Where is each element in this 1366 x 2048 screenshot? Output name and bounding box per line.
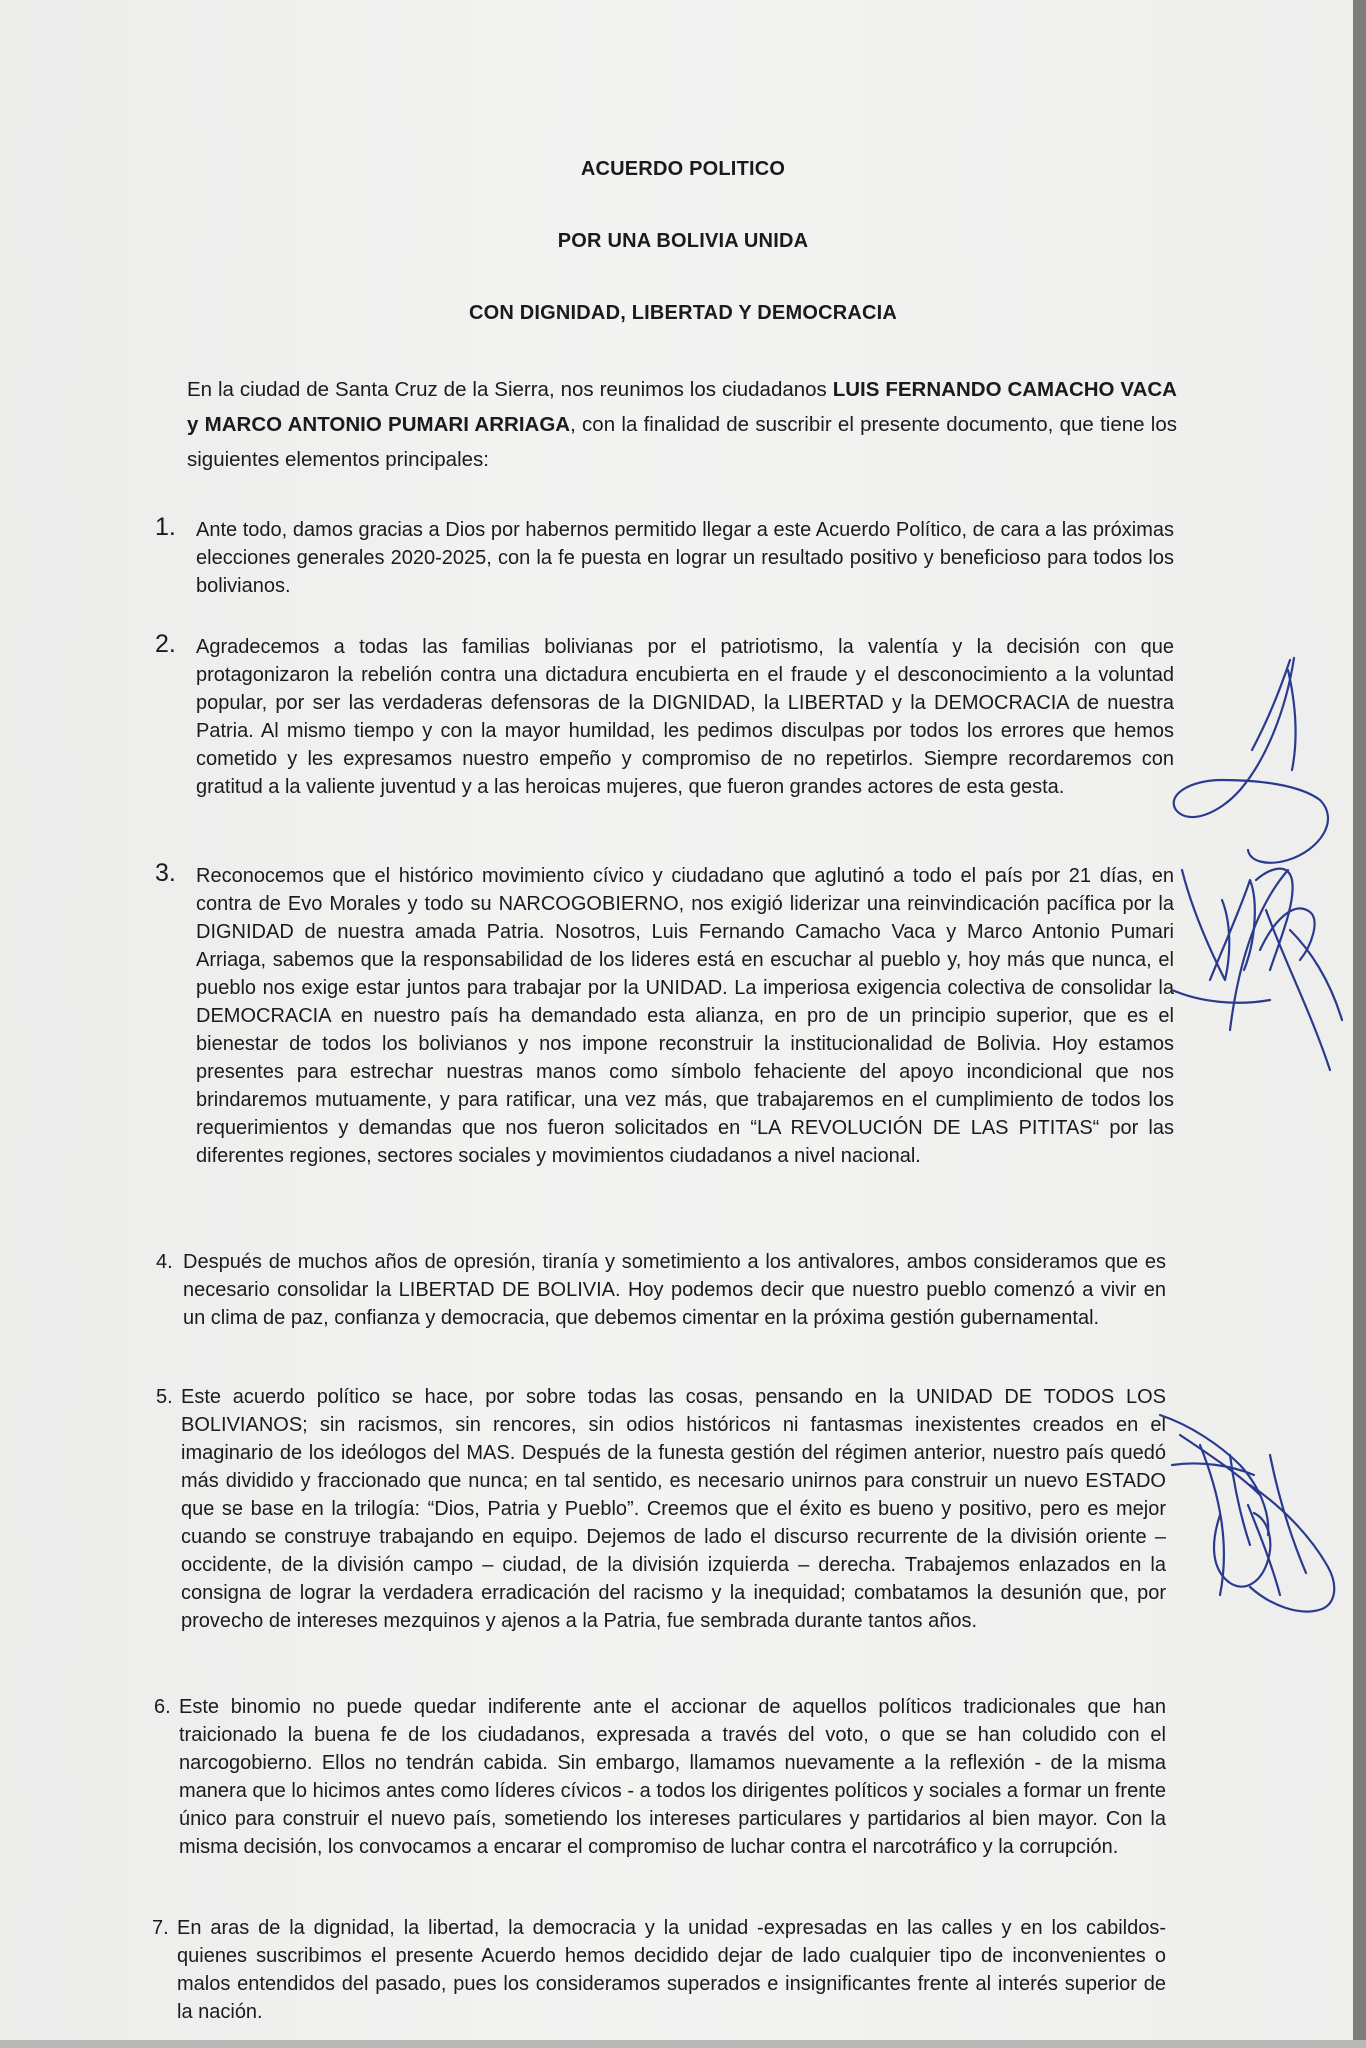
item-text: Después de muchos años de opresión, tiranía y sometimiento a los antivalores, ambos consideramos que es necesario consolidar la LIBERTAD DE BOLIVIA. Hoy podemos decir que nuestro pueblo comenzó a vivir en un clima de paz, confianza y democracia, que debemos cimentar en la próxima gestión gubernamental. — [183, 1251, 1166, 1329]
item-number: 1. — [155, 513, 176, 541]
page-bottom-edge — [0, 2040, 1366, 2048]
item-text: Reconocemos que el histórico movimiento cívico y ciudadano que aglutinó a todo el país por 21 días, en contra de Evo Morales y todo su NARCOGOBIERNO, nos exigió liderizar una reinvindicación pacífica por la DIGNIDAD de nuestra amada Patria. Nosotros, Luis Fernando Camacho Vaca y Marco Antonio Pumari Arriaga, sabemos que la responsabilidad de los lideres está en escuchar al pueblo y, hoy más que nunca, el pueblo nos exige estar juntos para trabajar por la UNIDAD. La imperiosa exigencia colectiva de consolidar la DEMOCRACIA en nuestro país ha demandado esta alianza, en pro de un principio superior, que es el bienestar de todos los bolivianos y nos impone reconstruir la institucionalidad de Bolivia. Hoy estamos presentes para estrechar nuestras manos como símbolo fehaciente del apoyo incondicional que nos brindaremos mutuamente, y para ratificar, una vez más, que trabajaremos en el cumplimiento de todos los requerimientos y demandas que nos fueron solicitados en “LA REVOLUCIÓN DE LAS PITITAS“ por las diferentes regiones, sectores sociales y movimientos ciudadanos a nivel nacional. — [196, 865, 1174, 1167]
item-text: Ante todo, damos gracias a Dios por habernos permitido llegar a este Acuerdo Político, de cara a las próximas elecciones generales 2020-2025, con la fe puesta en lograr un resultado positivo y beneficioso para todos los bolivianos. — [196, 519, 1174, 597]
signature-lower — [1150, 1395, 1350, 1635]
item-number: 5. — [156, 1386, 173, 1408]
item-text: Este acuerdo político se hace, por sobre todas las cosas, pensando en la UNIDAD DE TODOS LOS BOLIVIANOS; sin racismos, sin rencores, sin odios históricos ni fantasmas inexistentes creados en el imaginario de los ideólogos del MAS. Después de la funesta gestión del régimen anterior, nuestro país quedó más dividido y fraccionado que nunca; en tal sentido, es necesario unirnos para construir un nuevo ESTADO que se base en la trilogía: “Dios, Patria y Pueblo”. Creemos que el éxito es bueno y positivo, pero es mejor cuando se construye trabajando en equipo. Dejemos de lado el discurso recurrente de la división oriente – occidente, de la división campo – ciudad, de la división izquierda – derecha. Trabajemos enlazados en la consigna de lograr la verdadera erradicación del racismo y la inequidad; combatamos la desunión que, por provecho de intereses mezquinos y ajenos a la Patria, fue sembrada durante tantos años. — [181, 1386, 1166, 1632]
signatory-names: LUIS FERNANDO CAMACHO VACA y MARCO ANTONIO PUMARI ARRIAGA — [187, 378, 1177, 436]
list-item-7 — [152, 1914, 1166, 2026]
intro-text-before: En la ciudad de Santa Cruz de la Sierra, nos reunimos los ciudadanos — [187, 378, 833, 401]
list-item-4 — [156, 1248, 1166, 1332]
intro-text-after: , con la finalidad de suscribir el presente documento, que tiene los siguientes elementos principales: — [187, 413, 1177, 471]
item-text: Este binomio no puede quedar indiferente ante el accionar de aquellos políticos tradicionales que han traicionado la buena fe de los ciudadanos, expresada a través del voto, o que se han coludido con el narcogobierno. Ellos no tendrán cabida. Sin embargo, llamamos nuevamente a la reflexión - de la misma manera que lo hicimos antes como líderes cívicos - a todos los dirigentes políticos y sociales a formar un frente único para construir el nuevo país, sometiendo los intereses particulares y partidarios al bien mayor. Con la misma decisión, los convocamos a encarar el compromiso de luchar contra el narcotráfico y la corrupción. — [179, 1696, 1166, 1858]
list-item-1 — [155, 513, 1174, 600]
list-item-5 — [156, 1383, 1166, 1635]
item-number: 3. — [155, 859, 176, 887]
item-number: 6. — [154, 1696, 171, 1718]
list-item-3 — [155, 859, 1174, 1170]
signature-upper — [1170, 650, 1350, 1130]
item-number: 4. — [156, 1251, 173, 1273]
document-subtitle-2: CON DIGNIDAD, LIBERTAD Y DEMOCRACIA — [468, 302, 898, 324]
item-number: 2. — [155, 630, 176, 658]
document-subtitle: POR UNA BOLIVIA UNIDA — [557, 230, 809, 252]
list-item-2 — [155, 630, 1174, 801]
item-number: 7. — [152, 1917, 169, 1939]
intro-paragraph — [187, 372, 1177, 477]
item-text: En aras de la dignidad, la libertad, la democracia y la unidad -expresadas en las calles y en los cabildos- quienes suscribimos el presente Acuerdo hemos decidido dejar de lado cualquier tipo de inconvenientes o malos entendidos del pasado, pues los consideramos superados e insignificantes frente al interés superior de la nación. — [177, 1917, 1166, 2023]
item-text: Agradecemos a todas las familias bolivianas por el patriotismo, la valentía y la decisión con que protagonizaron la rebelión contra una dictadura encubierta en el fraude y el desconocimiento a la voluntad popular, por ser las verdaderas defensoras de la DIGNIDAD, la LIBERTAD y la DEMOCRACIA de nuestra Patria. Al mismo tiempo y con la mayor humildad, les pedimos disculpas por todos los errores que hemos cometido y les expresamos nuestro empeño y compromiso de no repetirlos. Siempre recordaremos con gratitud a la valiente juventud y a las heroicas mujeres, que fueron grandes actores de esta gesta. — [196, 636, 1174, 798]
document-title: ACUERDO POLITICO — [580, 158, 786, 180]
list-item-6 — [154, 1693, 1166, 1861]
